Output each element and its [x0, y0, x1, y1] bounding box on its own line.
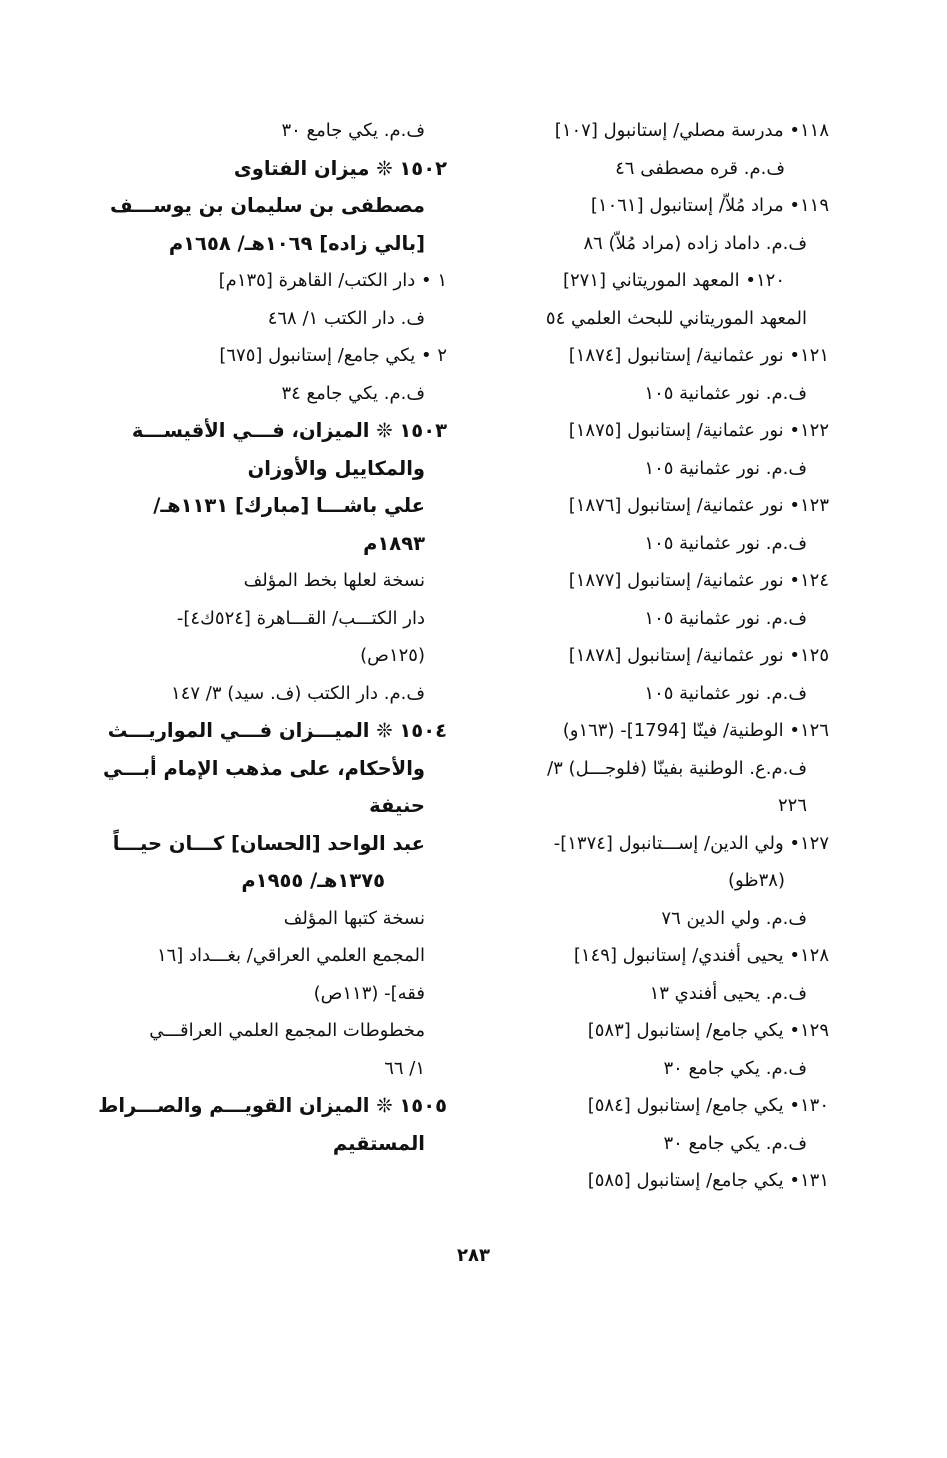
- right-column-line: ١٢٢• نور عثمانية/ إستانبول [١٨٧٥]: [568, 420, 829, 441]
- right-column-line: ف.م. يكي جامع ٣٠: [663, 1132, 807, 1154]
- right-column-line: ١٣٠• يكي جامع/ إستانبول [٥٨٤]: [587, 1095, 829, 1116]
- left-column-line: نسخة لعلها بخط المؤلف: [243, 570, 425, 591]
- right-column-line: ١٢١• نور عثمانية/ إستانبول [١٨٧٤]: [568, 345, 829, 366]
- page-number: ٢٨٣: [457, 1245, 490, 1266]
- left-column-line: فقه]- (١١٣ص): [313, 982, 425, 1004]
- left-column-line: ١ • دار الكتب/ القاهرة [١٣٥م]: [218, 270, 447, 291]
- left-column-line: ف.م. دار الكتب (ف. سيد) ٣/ ١٤٧: [171, 682, 425, 704]
- right-column-line: ١٢٣• نور عثمانية/ إستانبول [١٨٧٦]: [568, 495, 829, 516]
- right-column-line: ١٢٩• يكي جامع/ إستانبول [٥٨٣]: [587, 1020, 829, 1041]
- left-column-line: ١/ ٦٦: [384, 1057, 425, 1079]
- right-column-line: ١٢٤• نور عثمانية/ إستانبول [١٨٧٧]: [568, 570, 829, 591]
- left-column-line: نسخة كتبها المؤلف: [283, 907, 425, 929]
- right-column-line: ف.م. ولي الدين ٧٦: [661, 907, 807, 929]
- right-column-line: ف.م. يكي جامع ٣٠: [663, 1057, 807, 1079]
- left-column-line: ف.م. يكي جامع ٣٤: [281, 382, 425, 404]
- right-column-line: ١٢٧• ولي الدين/ إســـتانبول [١٣٧٤]-: [553, 832, 829, 854]
- left-column-line: ١٣٧٥هـ/ ١٩٥٥م: [241, 869, 385, 892]
- right-column-line: ف.م. نور عثمانية ١٠٥: [644, 457, 807, 479]
- left-column-line: المستقيم: [332, 1131, 425, 1155]
- right-column-line: ١٢٥• نور عثمانية/ إستانبول [١٨٧٨]: [568, 645, 829, 666]
- right-column-line: ١١٩• مراد مُلاّ/ إستانبول [١٠٦١]: [590, 195, 829, 216]
- left-column-line: والمكاييل والأوزان: [247, 456, 425, 480]
- left-column: [97, 112, 447, 1162]
- left-column-line: ١٨٩٣م: [363, 531, 425, 555]
- left-column-line: المجمع العلمي العراقي/ بغـــداد [١٦: [156, 945, 425, 966]
- right-column: [499, 112, 829, 1200]
- right-column-line: ٢٢٦: [777, 795, 807, 816]
- right-column-line: ف.م. يحيى أفندي ١٣: [649, 982, 807, 1004]
- right-column-line: ف.م.ع. الوطنية بفينّا (فلوجـــل) ٣/: [547, 757, 807, 779]
- left-column-line: ف. دار الكتب ١/ ٤٦٨: [267, 307, 425, 329]
- left-column-line: حنيفة: [369, 794, 425, 817]
- left-column-line: ١٥٠٣ ❊ الميزان، فـــي الأقيســـة: [131, 419, 447, 442]
- right-column-line: ١١٨• مدرسة مصلي/ إستانبول [١٠٧]: [554, 120, 829, 141]
- right-column-line: ف.م. داماد زاده (مراد مُلاّ) ٨٦: [583, 232, 807, 254]
- right-column-line: (٣٨ظو): [727, 870, 785, 891]
- right-column-line: ١٢٨• يحيى أفندي/ إستانبول [١٤٩]: [573, 945, 829, 966]
- left-column-line: ١٥٠٤ ❊ الميـــزان فـــي المواريـــث: [107, 719, 447, 742]
- left-column-line: والأحكام، على مذهب الإمام أبـــي: [102, 756, 425, 780]
- right-column-line: المعهد الموريتاني للبحث العلمي ٥٤: [545, 307, 807, 329]
- left-column-line: مصطفى بن سليمان بن يوســـف: [109, 194, 425, 217]
- right-column-line: ١٣١• يكي جامع/ إستانبول [٥٨٥]: [587, 1170, 829, 1191]
- left-column-line: ف.م. يكي جامع ٣٠: [281, 120, 425, 141]
- right-column-line: ف.م. نور عثمانية ١٠٥: [644, 532, 807, 554]
- right-column-line: ١٢٦• الوطنية/ فينّا [1794]- (١٦٣و): [562, 720, 829, 741]
- left-column-line: ١٥٠٢ ❊ ميزان الفتاوى: [233, 156, 447, 180]
- left-column-line: عبد الواحد [الحسان] كـــان حيـــاً: [112, 831, 425, 855]
- left-column-line: (١٢٥ص): [360, 645, 425, 666]
- right-column-line: ف.م. قره مصطفى ٤٦: [615, 157, 785, 179]
- left-column-line: [بالي زاده] ١٠٦٩هـ/ ١٦٥٨م: [168, 231, 425, 255]
- left-column-line: ١٥٠٥ ❊ الميزان القويـــم والصـــراط: [98, 1094, 447, 1117]
- right-column-line: ف.م. نور عثمانية ١٠٥: [644, 682, 807, 704]
- left-column-line: علي باشـــا [مبارك] ١١٣١هـ/: [153, 494, 425, 517]
- left-column-line: مخطوطات المجمع العلمي العراقـــي: [149, 1020, 425, 1041]
- right-column-line: ف.م. نور عثمانية ١٠٥: [644, 607, 807, 629]
- right-column-line: ١٢٠• المعهد الموريتاني [٢٧١]: [562, 270, 785, 291]
- right-column-line: ف.م. نور عثمانية ١٠٥: [644, 382, 807, 404]
- left-column-line: دار الكتـــب/ القـــاهرة [٥٢٤ك٤]-: [176, 607, 425, 629]
- left-column-line: ٢ • يكي جامع/ إستانبول [٦٧٥]: [219, 345, 447, 366]
